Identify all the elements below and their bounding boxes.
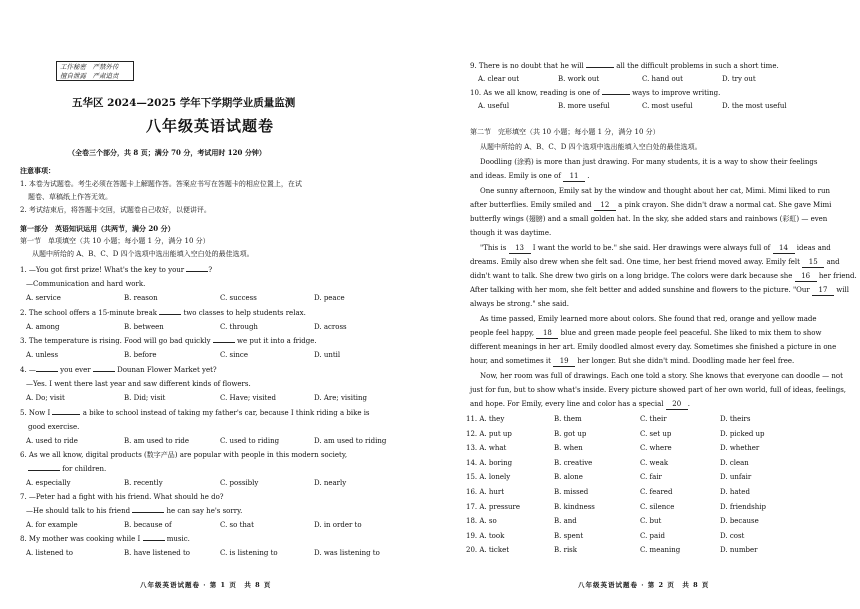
cloze-option-c: C. meaning	[640, 546, 681, 555]
cloze-option-c: C. set up	[640, 429, 672, 438]
cloze-option-a: 20. A. ticket	[466, 546, 510, 555]
option-c: C. hand out	[642, 75, 683, 83]
passage-line: though it was daytime.	[470, 229, 552, 237]
cloze-option-b: B. them	[554, 415, 582, 423]
option-a: A. clear out	[478, 75, 520, 83]
option-c: C. Have; visited	[220, 394, 276, 402]
notes-heading: 注意事项：	[20, 166, 55, 175]
cloze-option-c: C. weak	[640, 458, 669, 467]
question-1-line2: —Communication and hard work.	[26, 280, 146, 288]
answer-blank	[159, 314, 181, 315]
answer-blank	[36, 371, 58, 372]
option-b: B. more useful	[558, 102, 610, 110]
cloze-option-d: D. picked up	[720, 429, 765, 438]
option-c: C. success	[220, 294, 257, 302]
option-b: B. recently	[124, 479, 163, 487]
option-a: A. among	[26, 323, 60, 331]
answer-blank	[602, 94, 630, 95]
option-d: D. nearly	[314, 479, 347, 487]
option-a: A. listened to	[26, 549, 73, 557]
page-footer-right: 八年级英语试题卷 · 第 2 页 共 8 页	[578, 581, 710, 589]
cloze-option-a: 18. A. so	[466, 517, 497, 526]
option-c: C. most useful	[642, 102, 693, 110]
option-d: D. am used to riding	[314, 437, 387, 445]
answer-blank	[213, 342, 235, 343]
cloze-option-a: 11. A. they	[466, 415, 505, 423]
question-4-line2: —Yes. I went there last year and saw different kinds of flowers.	[26, 380, 251, 388]
question-6-line2: for children.	[28, 465, 106, 474]
option-b: B. Did; visit	[124, 394, 166, 402]
exam-subtitle: 五华区 2024—2025 学年下学期学业质量监测	[72, 97, 296, 109]
passage-line: dreams. Emily also drew when she felt sad. One time, her best friend moved away. Emily felt 15 and	[470, 258, 840, 266]
cloze-option-c: C. their	[640, 415, 667, 423]
passage-line: hour, and sometimes it 19 her longer. But she didn't mind. Doodling made her feel free.	[470, 357, 795, 365]
cloze-option-a: 13. A. what	[466, 444, 507, 453]
cloze-option-d: D. unfair	[720, 473, 752, 482]
passage-line: After talking with her mom, she felt better and added sunshine and flowers to the picture. "Our 17 will	[470, 286, 849, 294]
passage-line: and ideas. Emily is one of 11 .	[470, 172, 590, 180]
passage-line: didn't want to talk. She drew two girls on a long bridge. The colors were dark because she 16 her friend.	[470, 272, 857, 280]
passage-line: Now, her room was full of drawings. Each one told a story. She knows that everyone can doodle — not	[480, 372, 843, 380]
option-b: B. work out	[558, 75, 600, 83]
option-d: D. peace	[314, 294, 345, 302]
cloze-option-a: 17. A. pressure	[466, 502, 521, 511]
question-10: 10. As we all know, reading is one of ways to improve writing.	[470, 89, 721, 97]
option-b: B. because of	[124, 521, 172, 529]
cloze-blank: 14	[773, 244, 795, 254]
part1-heading: 第一部分 英语知识运用（共两节，满分 20 分）	[20, 224, 175, 233]
cloze-option-c: C. paid	[640, 531, 665, 540]
passage-line: butterfly wings (翅膀) and a small golden hat. In the sky, she added stars and rainbows (彩虹) — even	[470, 215, 828, 223]
cloze-option-d: D. hated	[720, 488, 750, 496]
cloze-option-d: D. whether	[720, 444, 760, 453]
note-2: 2. 考试结束后，将答题卡交回，试题卷自己收好，以便讲评。	[20, 206, 211, 214]
answer-blank	[143, 540, 165, 541]
question-3: 3. The temperature is rising. Food will go bad quickly we put it into a fridge.	[20, 337, 317, 345]
cloze-option-b: B. spent	[554, 531, 584, 540]
option-d: D. the most useful	[722, 102, 787, 110]
option-a: A. for example	[26, 521, 78, 529]
answer-blank	[28, 470, 60, 471]
option-c: C. since	[220, 351, 248, 359]
cloze-option-b: B. kindness	[554, 502, 595, 511]
cloze-option-b: B. risk	[554, 546, 578, 555]
passage-line: One sunny afternoon, Emily sat by the window and thought about her cat, Mimi. Mimi liked to run	[480, 187, 830, 195]
question-7: 7. —Peter had a fight with his friend. What should he do?	[20, 493, 224, 501]
cloze-option-c: C. silence	[640, 502, 675, 511]
cloze-blank: 17	[812, 286, 834, 296]
passage-line: As time passed, Emily learned more about colors. She found that red, orange and yellow made	[480, 315, 817, 323]
section2-heading: 第二节 完形填空（共 10 小题；每小题 1 分，满分 10 分）	[470, 128, 660, 136]
option-d: D. in order to	[314, 521, 362, 529]
exam-title: 八年级英语试题卷	[146, 117, 275, 135]
option-c: C. possibly	[220, 479, 259, 487]
cloze-blank: 16	[795, 272, 817, 282]
cloze-option-b: B. creative	[554, 458, 593, 467]
option-b: B. have listened to	[124, 549, 191, 557]
option-a: A. unless	[26, 351, 59, 359]
passage-line: different meanings in her art. Emily doodled almost every day. Sometimes she finished a picture in one	[470, 343, 837, 351]
cloze-option-d: D. clean	[720, 458, 749, 467]
option-b: B. before	[124, 351, 157, 359]
answer-blank	[186, 271, 208, 272]
cloze-option-b: B. when	[554, 444, 583, 453]
option-a: A. useful	[478, 102, 510, 110]
question-2: 2. The school offers a 15-minute break two classes to help students relax.	[20, 309, 306, 317]
cloze-blank: 13	[509, 244, 531, 254]
cloze-blank: 20	[666, 400, 688, 410]
answer-blank	[132, 512, 164, 513]
cloze-option-c: C. fair	[640, 473, 662, 482]
question-5-line2: good exercise.	[28, 423, 80, 431]
answer-blank	[52, 414, 80, 415]
confidential-stamp	[56, 61, 134, 81]
answer-blank	[93, 371, 115, 372]
cloze-option-c: C. where	[640, 444, 672, 453]
cloze-option-d: D. friendship	[720, 502, 766, 511]
section2-instruction: 从题中所给的 A、B、C、D 四个选项中选出能填入空白处的最佳选项。	[480, 143, 702, 151]
cloze-option-d: D. because	[720, 517, 759, 526]
stamp-line-2: 擅自泄露 严肃追责	[60, 72, 119, 80]
option-c: C. through	[220, 323, 258, 331]
cloze-option-b: B. and	[554, 517, 577, 526]
passage-line: Doodling (涂鸦) is more than just drawing. For many students, it is a way to show their feelings	[480, 158, 818, 166]
passage-line: after butterflies. Emily smiled and 12 a pink crayon. She didn't draw a normal cat. She gave Mimi	[470, 201, 832, 209]
option-a: A. used to ride	[26, 437, 78, 445]
cloze-option-d: D. theirs	[720, 415, 751, 423]
option-c: C. is listening to	[220, 549, 278, 557]
cloze-option-a: 14. A. boring	[466, 458, 513, 467]
cloze-option-c: C. feared	[640, 488, 673, 496]
option-c: C. used to riding	[220, 437, 280, 445]
cloze-option-a: 15. A. lonely	[466, 473, 511, 482]
cloze-option-c: C. but	[640, 517, 662, 526]
cloze-option-d: D. cost	[720, 531, 745, 540]
cloze-option-d: D. number	[720, 546, 758, 555]
question-6: 6. As we all know, digital products (数字产品) are popular with people in this modern society,	[20, 451, 348, 459]
cloze-option-a: 16. A. hurt	[466, 488, 505, 496]
section1-instruction: 从题中所给的 A、B、C、D 四个选项中选出能填入空白处的最佳选项。	[32, 250, 254, 258]
cloze-option-b: B. missed	[554, 488, 589, 496]
question-1: 1. —You got first prize! What's the key to your ?	[20, 266, 213, 274]
passage-line: "This is 13 I want the world to be." she said. Her drawings were always full of 14 ideas and	[480, 244, 831, 252]
answer-blank	[586, 67, 614, 68]
cloze-blank: 19	[553, 357, 575, 367]
passage-line: and hope. For Emily, every line and color has a special 20 .	[470, 400, 690, 408]
passage-line: just for fun, but to show what's inside. Every picture showed part of her own world, full of ideas, feelings,	[470, 386, 847, 394]
option-a: A. Do; visit	[26, 394, 65, 402]
question-9: 9. There is no doubt that he will all the difficult problems in such a short time.	[470, 62, 779, 70]
option-a: A. especially	[26, 479, 71, 487]
cloze-option-a: 19. A. took	[466, 531, 505, 540]
page-footer-left: 八年级英语试题卷 · 第 1 页 共 8 页	[140, 581, 272, 589]
option-d: D. was listening to	[314, 549, 380, 557]
cloze-option-b: B. got up	[554, 429, 587, 438]
cloze-blank: 15	[802, 258, 824, 268]
option-b: B. between	[124, 323, 164, 331]
note-1b: 题卷、草稿纸上作答无效。	[28, 193, 112, 201]
question-8: 8. My mother was cooking while I music.	[20, 535, 190, 543]
option-d: D. Are; visiting	[314, 394, 368, 402]
option-a: A. service	[26, 294, 61, 302]
note-1a: 1. 本卷为试题卷。考生必须在答题卡上解题作答。答案应书写在答题卡的相应位置上，在试	[20, 180, 302, 188]
stamp-line-1: 工作秘密 严禁外传	[60, 63, 119, 71]
cloze-blank: 12	[594, 201, 616, 211]
option-d: D. try out	[722, 75, 756, 83]
cloze-option-b: B. alone	[554, 473, 583, 482]
exam-info: （全卷三个部分，共 8 页；满分 70 分，考试用时 120 分钟）	[68, 148, 266, 157]
option-b: B. am used to ride	[124, 437, 190, 445]
section1-heading: 第一节 单项填空（共 10 小题；每小题 1 分，满分 10 分）	[20, 237, 210, 245]
option-c: C. so that	[220, 521, 254, 529]
question-7-line2: —He should talk to his friend he can say he's sorry.	[26, 507, 243, 515]
question-4: 4. — you ever Dounan Flower Market yet?	[20, 366, 217, 374]
option-d: D. across	[314, 323, 347, 331]
passage-line: always be strong." she said.	[470, 300, 570, 308]
cloze-blank: 11	[563, 172, 585, 182]
passage-line: people feel happy, 18 blue and green made people feel peaceful. She liked to mix them to show	[470, 329, 822, 337]
page-right	[430, 0, 860, 609]
question-5: 5. Now I a bike to school instead of taking my father's car, because I think riding a bike is	[20, 409, 370, 417]
cloze-blank: 18	[536, 329, 558, 339]
cloze-option-a: 12. A. put up	[466, 429, 512, 438]
option-d: D. until	[314, 351, 341, 359]
option-b: B. reason	[124, 294, 158, 302]
